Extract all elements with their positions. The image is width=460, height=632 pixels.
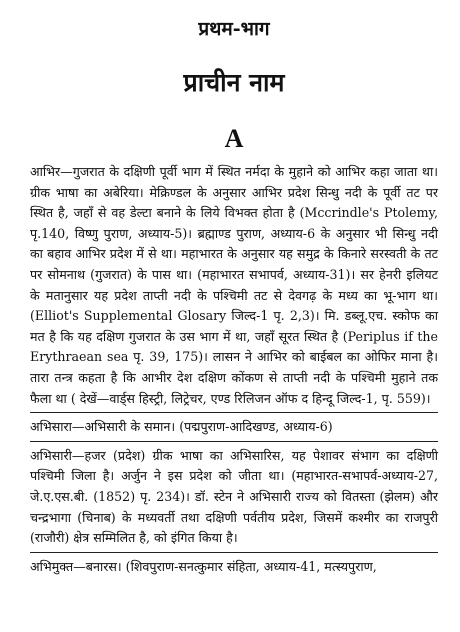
entries-list <box>30 162 438 580</box>
entry-abhisara: अभिसारा—अभिसारी के समान। (पद्मपुराण-आदिखण्ड, अध्याय-6) <box>30 417 438 442</box>
chapter-title: प्राचीन नाम <box>183 68 285 97</box>
section-letter: A <box>224 124 244 153</box>
entry-abhir: आभिर—गुजरात के दक्षिणी पूर्वी भाग में स्थित नर्मदा के मुहाने को आभिर कहा जाता था। ग्रीक भाषा का अबेरिया। मेक्रिण्डल के अनुसार आभिर प्रदेश सिन्धु नदी के पूर्वी तट पर स्थित है, जहाँ से वह डेल्टा बनाने के लिये विभक्त होता है (Mccrindle's Ptolemy, पृ.140, विष्णु पुराण, अध्याय-5)। ब्रह्माण्ड पुराण, अध्याय-6 के अनुसार भी सिन्धु नदी का बहाव आभिर प्रदेश में से था। महाभारत के अनुसार यह समुद्र के किनारे सरस्वती के तट पर सोमनाथ (गुजरात) के पास था। (महाभारत सभापर्व, अध्याय-31)। सर हेनरी इलियट के मतानुसार यह प्रदेश ताप्ती नदी के पश्चिमी तट से देवगढ़ के मध्य का भू-भाग था। (Elliot's Supplemental Glosary जिल्द-1 पृ. 2,3)। मि. डब्लू.एच. स्कोफ का मत है कि यह दक्षिण गुजरात के उस भाग में था, जहाँ सूरत स्थित है (Periplus if the Erythraean sea पृ. 39, 175)। लासन ने आभिर को बाईबल का ओफिर माना है। तारा तन्त्र कहता है कि आभीर देश दक्षिण कोंकण से ताप्ती नदी के पश्चिमी मुहाने तक फैला था ( देखें—वार्ड्स हिस्ट्री, लिट्रेचर, एण्ड रिलिजन ऑफ द हिन्दू जिल्द-1, पृ. 559)। <box>30 162 438 413</box>
part-title: प्रथम-भाग <box>198 18 270 40</box>
entry-abhimukta: अभिमुक्त—बनारस। (शिवपुराण-सनत्कुमार संहिता, अध्याय-41, मत्स्यपुराण, <box>30 558 377 574</box>
entry-abhisari: अभिसारी—हजर (प्रदेश) ग्रीक भाषा का अभिसारिस, यह पेशावर संभाग का दक्षिणी पश्चिमी जिला है। अर्जुन ने इस प्रदेश को जीता था। (महाभारत-सभापर्व-अध्याय-27, जे.ए.एस.बी. (1852) पृ. 234)। डॉ. स्टेन ने अभिसारी राज्य को वितस्ता (झेलम) और चन्द्रभागा (चिनाब) के मध्यवर्ती तथा दक्षिणी पर्वतीय प्रदेश, जिसमें कश्मीर का राजपुरी (राजौरी) क्षेत्र सम्मिलित है, को इंगित किया है। <box>30 446 438 553</box>
